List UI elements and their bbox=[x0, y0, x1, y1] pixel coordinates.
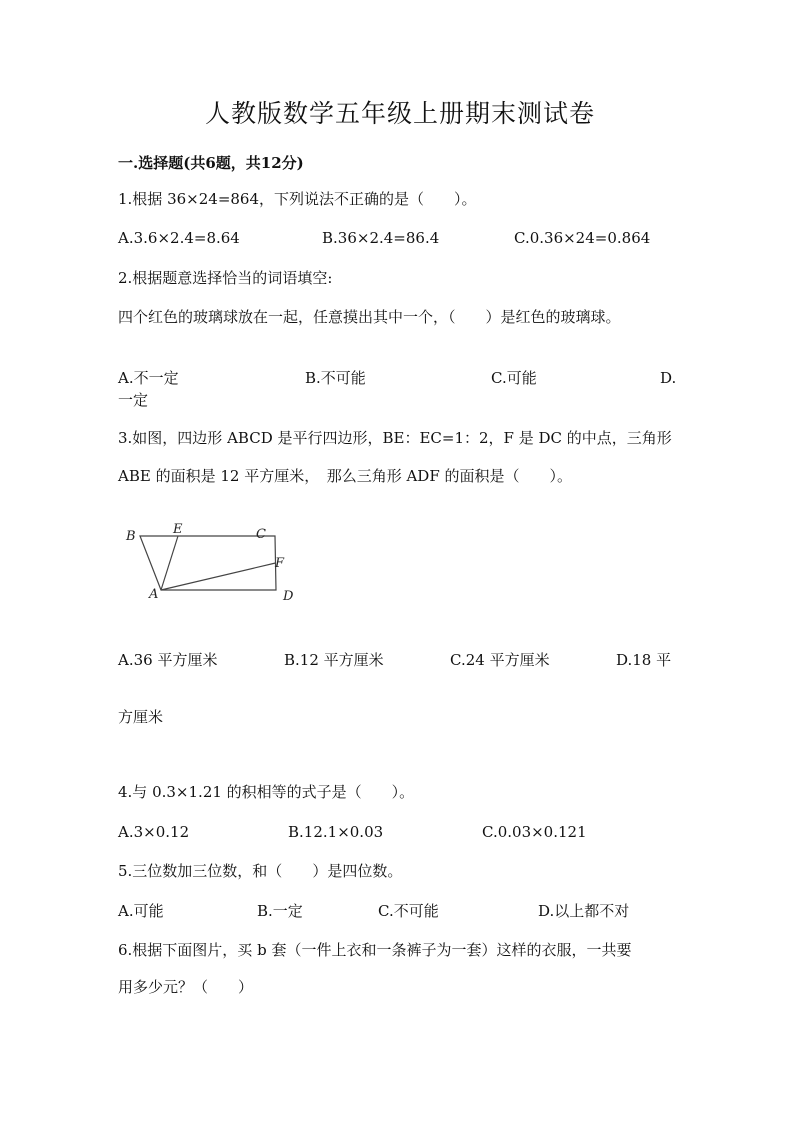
vertex-label-c: C bbox=[256, 527, 266, 542]
question-2-option-d-wrap: 一定 bbox=[118, 391, 149, 409]
parallelogram-abcd bbox=[140, 536, 276, 590]
question-2-option-c: C.可能 bbox=[491, 369, 537, 387]
parallelogram-figure bbox=[118, 518, 318, 608]
question-3-option-a: A.36 平方厘米 bbox=[118, 651, 218, 669]
question-6-stem-line-1: 6.根据下面图片，买 b 套（一件上衣和一条裤子为一套）这样的衣服，一共要 bbox=[118, 941, 632, 959]
question-2-stem-line-2: 四个红色的玻璃球放在一起，任意摸出其中一个，（ ）是红色的玻璃球。 bbox=[118, 308, 621, 326]
vertex-label-a: A bbox=[149, 587, 159, 602]
vertex-label-e: E bbox=[173, 522, 183, 537]
question-4-option-c: C.0.03×0.121 bbox=[482, 823, 587, 841]
question-1-option-c: C.0.36×24=0.864 bbox=[514, 229, 651, 247]
question-2-stem-line-1: 2.根据题意选择恰当的词语填空: bbox=[118, 269, 333, 287]
question-3-option-d: D.18 平 bbox=[616, 651, 672, 669]
vertex-label-f: F bbox=[275, 556, 285, 571]
question-2-option-d: D. bbox=[660, 369, 677, 387]
question-3-option-b: B.12 平方厘米 bbox=[284, 651, 384, 669]
question-2-option-a: A.不一定 bbox=[118, 369, 179, 387]
question-6-stem-line-2: 用多少元？（ ） bbox=[118, 978, 254, 996]
question-5-stem: 5.三位数加三位数，和（ ）是四位数。 bbox=[118, 862, 403, 880]
question-3-stem-line-2: ABE 的面积是 12 平方厘米， 那么三角形 ADF 的面积是（ ）。 bbox=[118, 467, 573, 485]
segment-ae bbox=[161, 536, 178, 590]
question-4-option-a: A.3×0.12 bbox=[118, 823, 190, 841]
question-1-stem: 1.根据 36×24=864，下列说法不正确的是（ ）。 bbox=[118, 190, 477, 208]
section-heading: 一.选择题(共6题，共12分) bbox=[118, 154, 304, 172]
question-1-option-a: A.3.6×2.4=8.64 bbox=[118, 229, 240, 247]
question-4-stem: 4.与 0.3×1.21 的积相等的式子是（ ）。 bbox=[118, 783, 415, 801]
question-4-option-b: B.12.1×0.03 bbox=[288, 823, 384, 841]
question-3-option-d-wrap: 方厘米 bbox=[118, 708, 164, 726]
question-3-option-c: C.24 平方厘米 bbox=[450, 651, 550, 669]
question-2-option-b: B.不可能 bbox=[305, 369, 366, 387]
question-1-option-b: B.36×2.4=86.4 bbox=[322, 229, 440, 247]
question-5-option-d: D.以上都不对 bbox=[538, 902, 630, 920]
question-5-option-b: B.一定 bbox=[257, 902, 303, 920]
question-5-option-c: C.不可能 bbox=[378, 902, 439, 920]
page-title: 人教版数学五年级上册期末测试卷 bbox=[204, 99, 595, 128]
vertex-label-d: D bbox=[283, 589, 294, 604]
segment-af bbox=[161, 563, 276, 590]
vertex-label-b: B bbox=[126, 529, 136, 544]
question-5-option-a: A.可能 bbox=[118, 902, 164, 920]
question-3-stem-line-1: 3.如图，四边形 ABCD 是平行四边形，BE：EC=1：2，F 是 DC 的中点，三角形 bbox=[118, 429, 672, 447]
